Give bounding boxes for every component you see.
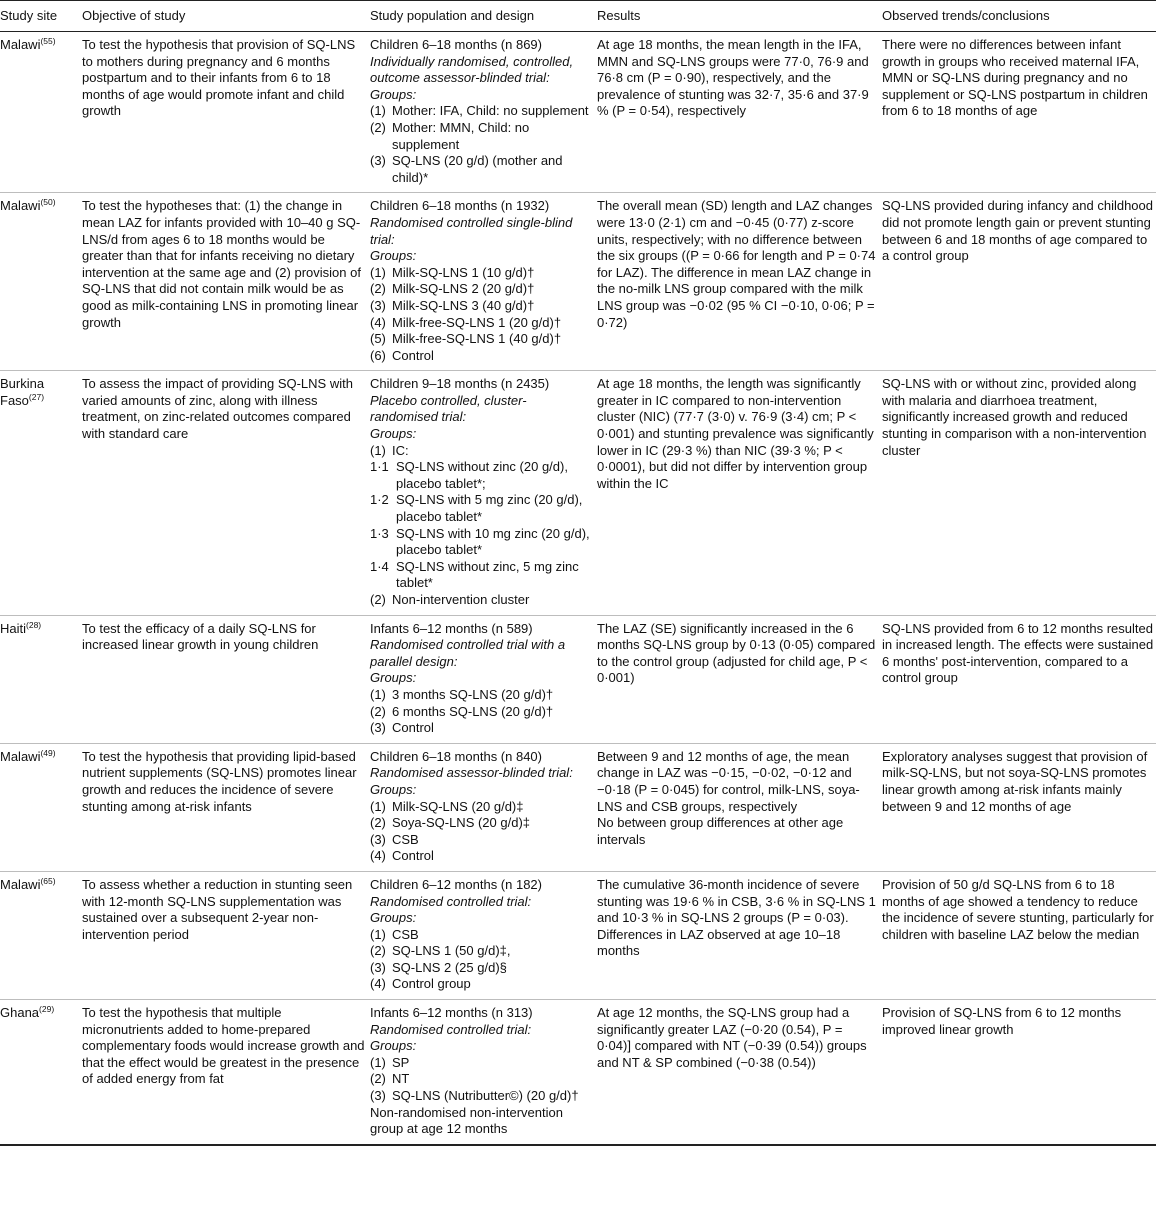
group-item (370, 526, 593, 559)
result-paragraph: No between group differences at other age intervals (597, 815, 844, 847)
result-paragraph: At age 12 months, the SQ-LNS group had a significantly greater LAZ (−0·20 (0.54), P = 0·04)] compared with NT (−0·39 (0.54)) groups and NT & SP combined (−0·38 (0.54)) (597, 1005, 867, 1070)
study-site-cell (0, 32, 78, 193)
results-cell (593, 1000, 878, 1145)
study-site-cell (0, 615, 78, 743)
population-design-cell (366, 1000, 593, 1145)
group-number: (2) (370, 281, 386, 297)
group-text: 6 months SQ-LNS (20 g/d)† (392, 703, 554, 719)
study-design: Randomised assessor-blinded trial: (370, 765, 573, 781)
study-population: Infants 6–12 months (n 589) (370, 620, 533, 636)
group-text: Milk-SQ-LNS 3 (40 g/d)† (392, 297, 535, 313)
group-text: Milk-free-SQ-LNS 1 (40 g/d)† (392, 331, 562, 347)
study-design: Individually randomised, controlled, outcome assessor-blinded trial: (370, 53, 574, 86)
group-number: (1) (370, 798, 386, 814)
conclusion-cell: Provision of 50 g/d SQ-LNS from 6 to 18 months of age showed a tendency to reduce the incidence of severe stunting, particularly for children with baseline LAZ below the median (878, 871, 1156, 999)
group-number: (1) (370, 686, 386, 702)
group-item (370, 848, 593, 865)
groups-list (370, 265, 593, 365)
group-number: (5) (370, 331, 386, 347)
reference-number: (65) (40, 875, 56, 886)
group-item (370, 492, 593, 525)
group-number: 1·4 (370, 558, 389, 574)
group-item (370, 832, 593, 849)
group-number: (3) (370, 297, 386, 313)
group-item (370, 459, 593, 492)
table-row (0, 743, 1156, 871)
group-text: SP (392, 1054, 410, 1070)
group-number: (3) (370, 831, 386, 847)
objective-cell: To test the efficacy of a daily SQ-LNS for increased linear growth in young children (78, 615, 366, 743)
conclusion-cell: SQ-LNS provided during infancy and childhood did not promote length gain or prevent stunting between 6 and 18 months of age compared to a control group (878, 193, 1156, 371)
group-text: SQ-LNS 2 (25 g/d)§ (392, 959, 507, 975)
group-text: SQ-LNS with 5 mg zinc (20 g/d), placebo tablet* (396, 492, 583, 525)
group-number: (3) (370, 959, 386, 975)
group-number: (1) (370, 926, 386, 942)
group-number: 1·1 (370, 459, 389, 475)
study-site-cell (0, 193, 78, 371)
group-item (370, 103, 593, 120)
group-item (370, 960, 593, 977)
groups-label: Groups: (370, 1038, 417, 1054)
groups-list (370, 687, 593, 737)
group-item (370, 315, 593, 332)
group-item (370, 815, 593, 832)
group-number: (2) (370, 119, 386, 135)
group-text: Control (392, 720, 434, 736)
results-cell (593, 871, 878, 999)
group-number: (1) (370, 103, 386, 119)
reference-number: (50) (40, 197, 56, 208)
group-number: (2) (370, 592, 386, 607)
header-population-design: Study population and design (366, 1, 593, 32)
header-results: Results (593, 1, 878, 32)
group-text: Control group (392, 976, 471, 992)
conclusion-cell: Provision of SQ-LNS from 6 to 12 months improved linear growth (878, 1000, 1156, 1145)
group-item (370, 559, 593, 592)
table-row (0, 871, 1156, 999)
group-item (370, 704, 593, 721)
reference-number: (29) (39, 1004, 55, 1015)
group-text: 3 months SQ-LNS (20 g/d)† (392, 686, 554, 702)
header-study-site: Study site (0, 1, 78, 32)
population-design-cell (366, 193, 593, 371)
group-number: (2) (370, 815, 386, 831)
group-text: Mother: MMN, Child: no supplement (392, 119, 530, 152)
results-cell (593, 193, 878, 371)
group-text: Milk-free-SQ-LNS 1 (20 g/d)† (392, 314, 562, 330)
result-paragraph: The cumulative 36-month incidence of severe stunting was 19·6 % in CSB, 3·6 % in SQ-LNS 1 and 10·3 % in SQ-LNS 2 groups (P = 0·03). (597, 876, 876, 926)
study-design: Randomised controlled trial with a parallel design: (370, 637, 566, 669)
groups-list (370, 443, 593, 609)
reference-number: (28) (26, 619, 42, 630)
group-text: Milk-SQ-LNS 1 (10 g/d)† (392, 264, 535, 280)
group-item (370, 331, 593, 348)
study-population: Children 6–18 months (n 869) (370, 37, 542, 52)
group-item (370, 265, 593, 282)
study-site-cell (0, 1000, 78, 1145)
group-text: Soya-SQ-LNS (20 g/d)‡ (392, 815, 531, 831)
study-site: Burkina Faso (0, 376, 45, 408)
group-number: (3) (370, 720, 386, 736)
population-design-cell (366, 371, 593, 615)
group-text: SQ-LNS (20 g/d) (mother and child)* (392, 153, 563, 185)
header-row (0, 1, 1156, 32)
group-number: (4) (370, 314, 386, 330)
conclusion-cell: SQ-LNS with or without zinc, provided along with malaria and diarrhoea treatment, significantly increased growth and reduced stunting in comparison with a non-intervention cluster (878, 371, 1156, 615)
study-site-cell (0, 743, 78, 871)
objective-cell: To test the hypothesis that multiple micronutrients added to home-prepared complementary foods would increase growth and that the effect would be greatest in the presence of added energy from fat (78, 1000, 366, 1145)
result-paragraph: Differences in LAZ observed at age 10–18 months (597, 926, 841, 959)
objective-cell: To test the hypotheses that: (1) the change in mean LAZ for infants provided with 10–40 g SQ-LNS/d from ages 6 to 18 months would be greater than that for infants receiving no dietary intervention at the same age and (2) provision of SQ-LNS that did not contain milk would be as good as milk-containing LNS in promoting linear growth (78, 193, 366, 371)
study-population: Children 6–12 months (n 182) (370, 876, 542, 892)
study-site-cell (0, 371, 78, 615)
group-item (370, 348, 593, 365)
study-site: Malawi (0, 876, 41, 892)
population-note: Non-randomised non-intervention group at age 12 months (370, 1104, 563, 1137)
group-number: (1) (370, 264, 386, 280)
conclusion-cell: SQ-LNS provided from 6 to 12 months resulted in increased length. The effects were sustained 6 months' post-intervention, compared to a control group (878, 615, 1156, 743)
results-cell (593, 743, 878, 871)
reference-number: (55) (40, 36, 56, 46)
group-item (370, 976, 593, 993)
result-paragraph: Between 9 and 12 months of age, the mean change in LAZ was −0·15, −0·02, −0·12 and −0·18 (P = 0·045) for control, milk-LNS, soya-LNS and CSB groups, respectively (597, 748, 860, 814)
study-design: Randomised controlled trial: (370, 893, 532, 909)
result-paragraph: At age 18 months, the length was significantly greater in IC compared to non-intervention cluster (NIC) (77·7 (3·0) v. 76·9 (3·4) cm; P < 0·001) and stunting prevalence was significantly lower in IC (29·3 %) than NIC (39·3 %; P < 0·0001), but did not differ by intervention group within the IC (597, 376, 874, 491)
groups-list (370, 103, 593, 186)
group-item (370, 799, 593, 816)
header-objective: Objective of study (78, 1, 366, 32)
study-population: Children 6–18 months (n 1932) (370, 198, 550, 214)
result-paragraph: The LAZ (SE) significantly increased in the 6 months SQ-LNS group by 0·13 (0·05) compared to the control group (adjusted for child age, P < 0·001) (597, 620, 876, 686)
group-item (370, 687, 593, 704)
table-row (0, 1000, 1156, 1145)
group-number: (4) (370, 848, 386, 864)
population-design-cell (366, 743, 593, 871)
study-population: Children 6–18 months (n 840) (370, 748, 542, 764)
study-population: Infants 6–12 months (n 313) (370, 1005, 533, 1021)
population-design-cell (366, 32, 593, 193)
group-text: Non-intervention cluster (392, 592, 530, 607)
group-item (370, 153, 593, 186)
group-item (370, 1055, 593, 1072)
group-item (370, 592, 593, 609)
group-number: (2) (370, 703, 386, 719)
groups-label: Groups: (370, 781, 417, 797)
group-text: SQ-LNS 1 (50 g/d)‡, (392, 943, 511, 959)
table-row (0, 371, 1156, 615)
group-item (370, 443, 593, 460)
groups-list (370, 927, 593, 993)
group-text: CSB (392, 926, 419, 942)
group-number: (3) (370, 1088, 386, 1104)
study-site: Haiti (0, 620, 27, 636)
groups-label: Groups: (370, 248, 417, 264)
objective-cell: To test the hypothesis that provision of SQ-LNS to mothers during pregnancy and 6 months postpartum and to their infants from 6 to 18 months of age would promote infant and child growth (78, 32, 366, 193)
results-cell (593, 615, 878, 743)
objective-cell: To test the hypothesis that providing lipid-based nutrient supplements (SQ-LNS) promotes linear growth and reduces the incidence of severe stunting among at-risk infants (78, 743, 366, 871)
group-number: (2) (370, 1071, 386, 1087)
group-text: SQ-LNS (Nutributter©) (20 g/d)† (392, 1088, 579, 1104)
group-text: NT (392, 1071, 410, 1087)
population-design-cell (366, 615, 593, 743)
result-paragraph: The overall mean (SD) length and LAZ changes were 13·0 (2·1) cm and −0·45 (0·77) z-score units, respectively; with no difference between the six groups ((P = 0·66 for length and P = 0·74 for LAZ). The difference in mean LAZ change in the no-milk LNS group compared with the milk LNS group was −0·02 (95 % CI −0·10, 0·06; P = 0·72) (597, 198, 876, 330)
groups-label: Groups: (370, 910, 417, 926)
group-number: 1·3 (370, 525, 389, 541)
group-item (370, 120, 593, 153)
group-text: SQ-LNS with 10 mg zinc (20 g/d), placebo tablet* (396, 525, 590, 558)
group-number: (3) (370, 153, 386, 169)
group-number: (2) (370, 943, 386, 959)
table-row (0, 615, 1156, 743)
group-item (370, 1088, 593, 1105)
group-text: Control (392, 347, 434, 363)
group-item (370, 1071, 593, 1088)
study-population: Children 9–18 months (n 2435) (370, 376, 550, 392)
group-item (370, 720, 593, 737)
group-number: (6) (370, 347, 386, 363)
group-item (370, 281, 593, 298)
groups-list (370, 799, 593, 865)
group-number: (1) (370, 442, 386, 458)
group-text: SQ-LNS without zinc (20 g/d), placebo tablet*; (396, 459, 568, 491)
groups-label: Groups: (370, 86, 417, 102)
results-cell (593, 32, 878, 193)
conclusion-cell: There were no differences between infant growth in groups who received maternal IFA, MMN or SQ-LNS during pregnancy and no supplement or SQ-LNS postpartum in children from 6 to 18 months of age (878, 32, 1156, 193)
study-design: Placebo controlled, cluster-randomised trial: (370, 392, 527, 425)
groups-list (370, 1055, 593, 1105)
study-site: Malawi (0, 748, 41, 764)
group-text: IC: (392, 442, 409, 458)
table-body (0, 32, 1156, 1145)
study-site: Malawi (0, 198, 41, 214)
study-design: Randomised controlled trial: (370, 1021, 532, 1037)
group-item (370, 927, 593, 944)
group-number: (4) (370, 976, 386, 992)
table-row (0, 193, 1156, 371)
group-number: (1) (370, 1054, 386, 1070)
header-conclusions: Observed trends/conclusions (878, 1, 1156, 32)
group-number: 1·2 (370, 492, 389, 508)
study-design: Randomised controlled single-blind trial: (370, 214, 573, 247)
objective-cell: To assess whether a reduction in stunting seen with 12-month SQ-LNS supplementation was sustained over a subsequent 2-year non-intervention period (78, 871, 366, 999)
table-row (0, 32, 1156, 193)
group-text: SQ-LNS without zinc, 5 mg zinc tablet* (396, 558, 579, 591)
results-cell (593, 371, 878, 615)
result-paragraph: At age 18 months, the mean length in the IFA, MMN and SQ-LNS groups were 77·0, 76·9 and 76·8 cm (P = 0·90), respectively, and the prevalence of stunting was 32·7, 35·6 and 37·9 % (P = 0·54), respectively (597, 37, 869, 119)
study-site-cell (0, 871, 78, 999)
reference-number: (49) (40, 747, 56, 758)
group-item (370, 943, 593, 960)
study-site: Malawi (0, 37, 41, 52)
group-text: Control (392, 848, 434, 864)
group-text: Milk-SQ-LNS (20 g/d)‡ (392, 798, 524, 814)
group-text: Mother: IFA, Child: no supplement (392, 103, 589, 119)
objective-cell: To assess the impact of providing SQ-LNS with varied amounts of zinc, along with illness treatment, on zinc-related outcomes compared with standard care (78, 371, 366, 615)
conclusion-cell: Exploratory analyses suggest that provision of milk-SQ-LNS, but not soya-SQ-LNS promotes linear growth among at-risk infants mainly between 9 and 12 months of age (878, 743, 1156, 871)
table-header (0, 1, 1156, 32)
groups-label: Groups: (370, 426, 417, 442)
population-design-cell (366, 871, 593, 999)
group-text: Milk-SQ-LNS 2 (20 g/d)† (392, 281, 535, 297)
groups-label: Groups: (370, 670, 417, 686)
study-site: Ghana (0, 1005, 40, 1021)
group-item (370, 298, 593, 315)
reference-number: (27) (28, 391, 45, 402)
group-text: CSB (392, 831, 419, 847)
